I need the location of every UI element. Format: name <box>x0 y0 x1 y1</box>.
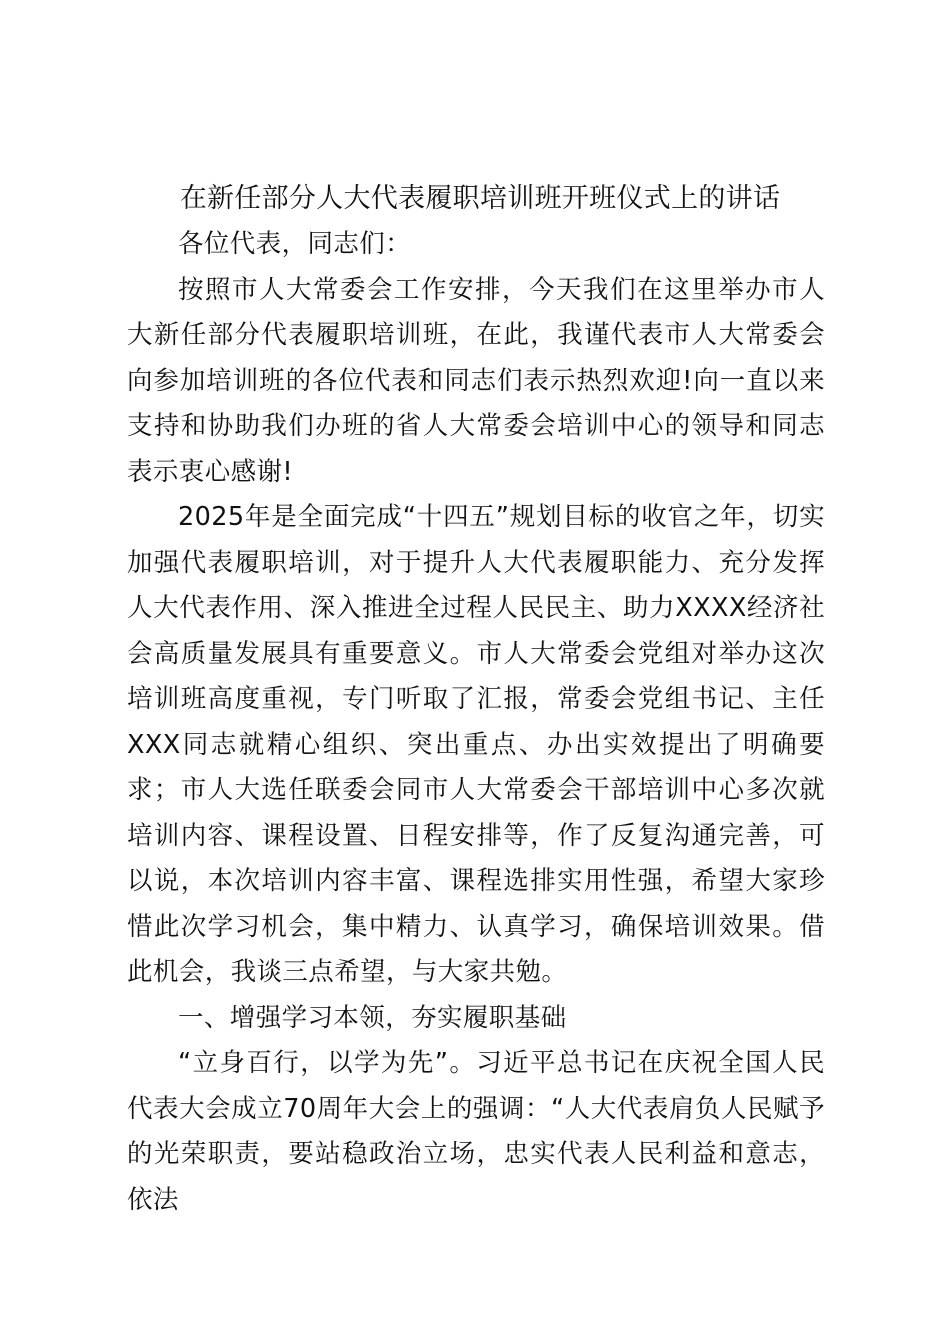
document-body <box>127 222 825 1223</box>
paragraph-significance: 2025年是全面完成“十四五”规划目标的收官之年，切实加强代表履职培训，对于提升人大代表履职能力、充分发挥人大代表作用、深入推进全过程人民民主、助力XXXX经济社会高质量发展具有重要意义。市人大常委会党组对举办这次培训班高度重视，专门听取了汇报，常委会党组书记、主任XXX同志就精心组织、突出重点、办出实效提出了明确要求；市人大选任联委会同市人大常委会干部培训中心多次就培训内容、课程设置、日程安排等，作了反复沟通完善，可以说，本次培训内容丰富、课程选排实用性强，希望大家珍惜此次学习机会，集中精力、认真学习，确保培训效果。借此机会，我谈三点希望，与大家共勉。 <box>127 502 825 987</box>
section-heading: 一、增强学习本领，夯实履职基础 <box>178 1002 567 1033</box>
section-paragraph: “立身百行，以学为先”。习近平总书记在庆祝全国人民代表大会成立70周年大会上的强调：“人大代表肩负人民赋予的光荣职责，要站稳政治立场，忠实代表人民利益和意志，依法 <box>127 1048 825 1215</box>
document-title: 在新任部分人大代表履职培训班开班仪式上的讲话 <box>179 183 781 214</box>
paragraph-intro: 按照市人大常委会工作安排，今天我们在这里举办市人大新任部分代表履职培训班，在此，我谨代表市人大常委会向参加培训班的各位代表和同志们表示热烈欢迎!向一直以来支持和协助我们办班的省人大常委会培训中心的领导和同志表示衷心感谢! <box>127 274 825 487</box>
salutation: 各位代表，同志们： <box>178 229 412 259</box>
